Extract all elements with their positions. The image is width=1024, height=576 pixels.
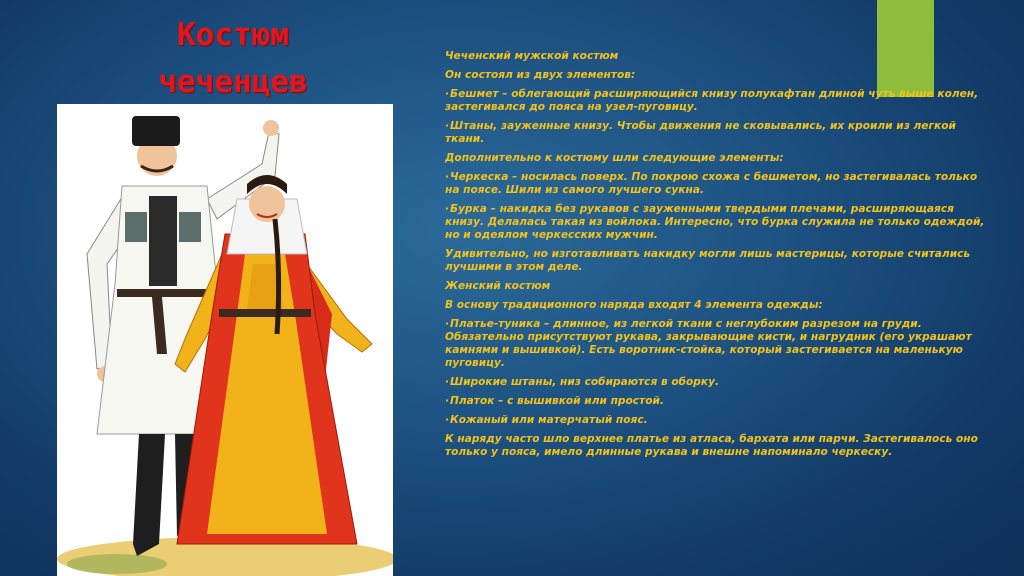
slide-title bbox=[118, 12, 348, 106]
paragraph: К наряду часто шло верхнее платье из атласа, бархата или парчи. Застегивалось оно только у пояса, имело длинные рукава и внешне напоминало черкеску. bbox=[445, 433, 978, 458]
costume-illustration bbox=[57, 104, 393, 576]
paragraph: Женский костюм bbox=[445, 280, 551, 292]
bullet-item: · Платье-туника – длинное, из легкой ткани с неглубоким разрезом на груди. Обязательно присутствуют рукава, закрывающие кисти, и нагрудник (его украшают камнями и вышивкой). Есть воротник-стойка, который застегивается на маленькую пуговицу. bbox=[445, 318, 995, 370]
paragraph: Чеченский мужской костюм bbox=[445, 50, 619, 62]
paragraph: В основу традиционного наряда входят 4 элемента одежды: bbox=[445, 299, 823, 311]
paragraph: Дополнительно к костюму шли следующие элементы: bbox=[445, 152, 784, 164]
description-text bbox=[445, 50, 995, 465]
bullet-item: · Кожаный или матерчатый пояс. bbox=[445, 414, 995, 427]
bullet-item: · Бешмет – облегающий расширяющийся книзу полукафтан длиной чуть выше колен, застегивался до пояса на узел-пуговицу. bbox=[445, 88, 995, 114]
slide-title-line-1: Костюм bbox=[177, 17, 289, 53]
paragraph: Удивительно, но изготавливать накидку могли лишь мастерицы, которые считались лучшими в этом деле. bbox=[445, 248, 971, 273]
bullet-item: · Широкие штаны, низ собираются в оборку. bbox=[445, 376, 995, 389]
paragraph: Он состоял из двух элементов: bbox=[445, 69, 636, 81]
slide-title-line-2: чеченцев bbox=[158, 64, 308, 100]
bullet-item: · Платок – с вышивкой или простой. bbox=[445, 395, 995, 408]
bullet-item: · Штаны, зауженные книзу. Чтобы движения не сковывались, их кроили из легкой ткани. bbox=[445, 120, 995, 146]
bullet-item: · Бурка – накидка без рукавов с зауженными твердыми плечами, расширяющаяся книзу. Делалась такая из войлока. Интересно, что бурка служила не только одеждой, но и одеялом черкесских мужчин. bbox=[445, 203, 995, 242]
costume-illustration-drawing bbox=[57, 104, 393, 576]
bullet-item: · Черкеска – носилась поверх. По покрою схожа с бешметом, но застегивалась только на поясе. Шили из самого лучшего сукна. bbox=[445, 171, 995, 197]
